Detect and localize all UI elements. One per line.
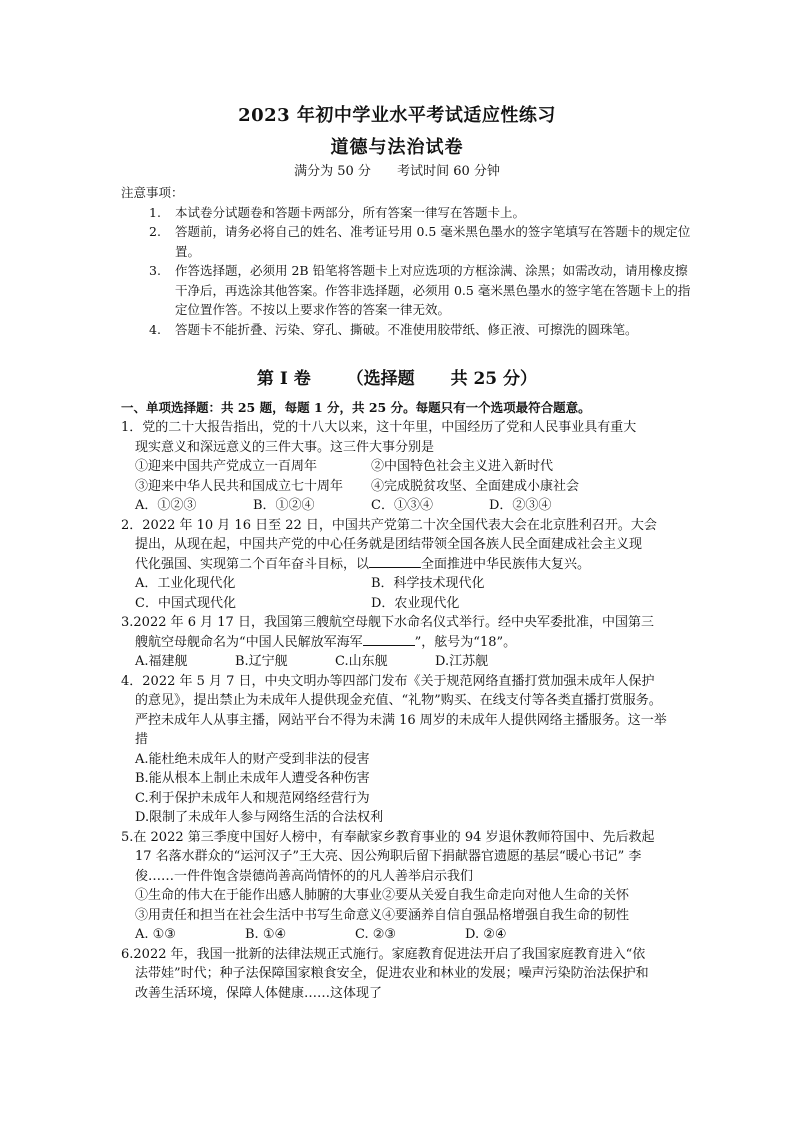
note-text: 答题前，请务必将自己的姓名、准考证号用 0.5 毫米黑色墨水的签字笔填写在答题卡的规定位置。 bbox=[175, 224, 691, 259]
choice-row bbox=[121, 574, 686, 594]
question-4 bbox=[121, 672, 686, 828]
question-stem: 1．党的二十大报告指出，党的十八大以来，这十年里，中国经历了党和人民事业具有重大 bbox=[121, 420, 637, 435]
choice-b: B.辽宁舰 bbox=[235, 654, 288, 669]
volume-score: 共 25 分） bbox=[450, 369, 538, 389]
choice-d: D．②③④ bbox=[489, 498, 552, 513]
question-stem: 改善生活环境，保障人体健康……这体现了 bbox=[135, 985, 383, 1001]
question-3 bbox=[121, 613, 686, 672]
question-stem: 提出，从现在起，中国共产党的中心任务就是团结带领全国各族人民全面建成社会主义现 bbox=[135, 537, 643, 552]
note-number: 3. bbox=[149, 263, 161, 278]
note-item bbox=[121, 222, 691, 261]
question-stem: 17 名落水群众的“运河汉子”王大亮、因公殉职后留下捐献器官遗愿的基层“暖心书记” 李 bbox=[135, 849, 642, 864]
question-stem bbox=[121, 555, 686, 575]
choice-a: A.能杜绝未成年人的财产受到非法的侵害 bbox=[135, 751, 370, 767]
question-5 bbox=[121, 828, 686, 945]
note-item bbox=[121, 320, 691, 340]
stem-part: ”，舷号为“18”。 bbox=[414, 634, 517, 650]
notes-block bbox=[121, 183, 691, 339]
question-stem: 措 bbox=[135, 732, 149, 747]
statement-row bbox=[121, 477, 686, 497]
choice-d: D.江苏舰 bbox=[435, 654, 489, 669]
question-stem: 3.2022 年 6 月 17 日，我国第三艘航空母舰下水命名仪式举行。经中央军委批准，中国第三 bbox=[121, 615, 654, 630]
section-heading: 一、单项选择题：共 25 题，每题 1 分，共 25 分。每题只有一个选项最符合题意。 bbox=[121, 400, 591, 415]
question-stem: 严控未成年人从事主播，网站平台不得为未满 16 周岁的未成年人提供网络主播服务。这一举 bbox=[135, 712, 667, 728]
exam-title: 2023 年初中学业水平考试适应性练习 bbox=[238, 105, 556, 126]
question-stem: 5.在 2022 第三季度中国好人榜中，有奉献家乡教育事业的 94 岁退休教师符国中、先后救起 bbox=[121, 829, 655, 845]
question-list bbox=[121, 418, 686, 1003]
exam-meta bbox=[0, 160, 794, 179]
question-stem: 6.2022 年，我国一批新的法律法规正式施行。家庭教育促进法开启了我国家庭教育进入“依 bbox=[121, 946, 646, 962]
stem-part: 全面推进中华民族伟大复兴。 bbox=[421, 556, 591, 572]
question-stem: 俊……一件件饱含崇德尚善高尚情怀的的凡人善举启示我们 bbox=[135, 868, 474, 884]
question-6 bbox=[121, 945, 686, 1004]
note-item bbox=[121, 261, 691, 320]
choice-b: B.能从根本上制止未成年人遭受各种伤害 bbox=[135, 771, 370, 786]
question-stem: 法带娃”时代；种子法保障国家粮食安全，促进农业和林业的发展；噪声污染防治法保护和 bbox=[135, 966, 649, 981]
statement: ②中国特色社会主义进入新时代 bbox=[371, 459, 554, 474]
choice-d: D.限制了未成年人参与网络生活的合法权利 bbox=[135, 810, 384, 825]
question-stem bbox=[121, 633, 686, 653]
choice-d: D. ②④ bbox=[465, 927, 507, 942]
volume-heading bbox=[0, 364, 794, 389]
choice-b: B．科学技术现代化 bbox=[371, 576, 485, 591]
statement: ③迎来中华人民共和国成立七十周年 bbox=[135, 478, 344, 494]
question-stem: 现实意义和深远意义的三件大事。这三件大事分别是 bbox=[135, 439, 435, 455]
full-score: 满分为 50 分 bbox=[294, 164, 371, 179]
statement: ④完成脱贫攻坚、全面建成小康社会 bbox=[371, 478, 580, 494]
choice-a: A.福建舰 bbox=[135, 654, 188, 669]
question-stem: 的意见》，提出禁止为未成年人提供现金充值、“礼物”购买、在线支付等各类直播打赏服务。 bbox=[135, 693, 662, 708]
choice-b: B．①②④ bbox=[253, 498, 315, 513]
volume-type: （选择题 bbox=[346, 369, 415, 389]
exam-time: 考试时间 60 分钟 bbox=[397, 164, 500, 179]
choice-row bbox=[121, 652, 686, 672]
stem-part: 艘航空母舰命名为“中国人民解放军海军 bbox=[135, 634, 363, 650]
choice-a: A. ①③ bbox=[135, 927, 176, 942]
choice-c: C.利于保护未成年人和规范网络经营行为 bbox=[135, 790, 370, 806]
statement-row bbox=[121, 457, 686, 477]
choice-row bbox=[121, 594, 686, 614]
question-stem: 4．2022 年 5 月 7 日，中央文明办等四部门发布《关于规范网络直播打赏加强未成年人保护 bbox=[121, 673, 655, 689]
stem-part: 代化强国、实现第二个百年奋斗目标，以 bbox=[135, 556, 370, 572]
note-number: 2. bbox=[149, 224, 161, 239]
choice-a: A．工业化现代化 bbox=[135, 576, 236, 591]
note-item bbox=[121, 203, 691, 223]
statement-row: ③用责任和担当在社会生活中书写生命意义④要涵养自信自强品格增强自我生命的韧性 bbox=[135, 907, 630, 923]
question-stem: 2．2022 年 10 月 16 日至 22 日，中国共产党第二十次全国代表大会在北京胜利召开。大会 bbox=[121, 517, 657, 533]
choice-row bbox=[121, 496, 686, 516]
choice-c: C．中国式现代化 bbox=[135, 595, 236, 611]
choice-b: B. ①④ bbox=[245, 927, 287, 942]
choice-c: C．①③④ bbox=[371, 498, 433, 513]
question-2 bbox=[121, 516, 686, 614]
answer-blank bbox=[369, 555, 421, 568]
choice-c: C. ②③ bbox=[355, 927, 397, 942]
note-number: 4. bbox=[149, 321, 161, 337]
answer-blank bbox=[363, 633, 415, 646]
choice-row bbox=[121, 925, 686, 945]
notes-heading: 注意事项： bbox=[121, 185, 184, 200]
statement: ①迎来中国共产党成立一百周年 bbox=[135, 459, 318, 474]
note-number: 1. bbox=[149, 204, 161, 220]
choice-a: A．①②③ bbox=[135, 498, 197, 513]
volume-name: 第 Ⅰ 卷 bbox=[256, 369, 311, 389]
choice-d: D．农业现代化 bbox=[371, 595, 460, 611]
note-text: 答题卡不能折叠、污染、穿孔、撕破。不准使用胶带纸、修正液、可擦洗的圆珠笔。 bbox=[175, 321, 638, 337]
choice-c: C.山东舰 bbox=[335, 654, 388, 669]
question-1 bbox=[121, 418, 686, 516]
note-text: 作答选择题，必须用 2B 铅笔将答题卡上对应选项的方框涂满、涂黑；如需改动，请用橡皮擦干净后，再选涂其他答案。作答非选择题，必须用 0.5 毫米黑色墨水的签字笔在答题卡上的指定位置作答。不按以上要求作答的答案一律无效。 bbox=[175, 263, 691, 317]
note-text: 本试卷分试题卷和答题卡两部分，所有答案一律写在答题卡上。 bbox=[175, 204, 526, 220]
subject-title: 道德与法治试卷 bbox=[330, 137, 464, 158]
statement-row: ①生命的伟大在于能作出感人肺腑的大事业②要从关爱自我生命走向对他人生命的关怀 bbox=[135, 888, 630, 903]
